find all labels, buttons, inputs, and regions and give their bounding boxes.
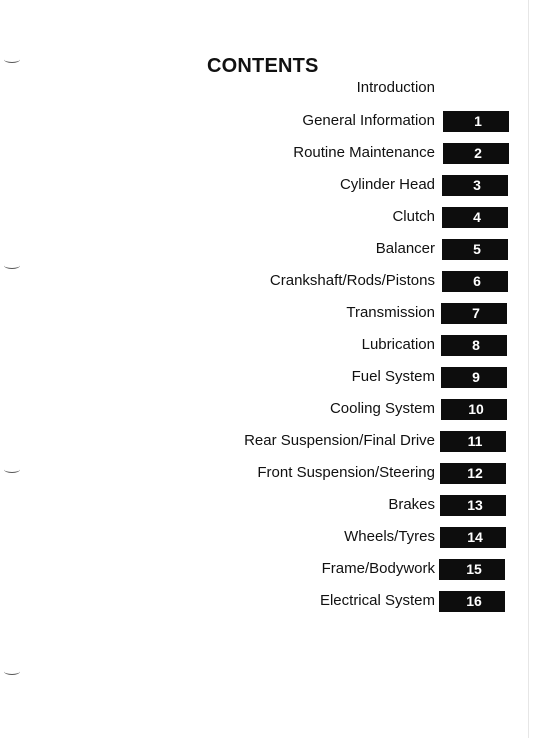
- chapter-row[interactable]: [0, 301, 533, 325]
- chapter-number-tab[interactable]: 12: [440, 463, 506, 484]
- chapter-row[interactable]: [0, 173, 533, 197]
- chapter-row[interactable]: [0, 429, 533, 453]
- chapter-row[interactable]: [0, 493, 533, 517]
- chapter-number-tab[interactable]: 11: [440, 431, 506, 452]
- chapter-number-tab[interactable]: 14: [440, 527, 506, 548]
- chapter-row[interactable]: [0, 525, 533, 549]
- chapter-number-tab[interactable]: 6: [442, 271, 508, 292]
- chapter-label[interactable]: Front Suspension/Steering: [257, 464, 435, 481]
- chapter-label[interactable]: Clutch: [392, 208, 435, 225]
- chapter-number-tab[interactable]: 8: [441, 335, 507, 356]
- chapter-number-tab[interactable]: 3: [442, 175, 508, 196]
- introduction-link[interactable]: Introduction: [356, 79, 435, 96]
- chapter-row[interactable]: [0, 333, 533, 357]
- chapter-row[interactable]: [0, 269, 533, 293]
- chapter-row[interactable]: [0, 141, 533, 165]
- chapter-row[interactable]: [0, 205, 533, 229]
- chapter-row[interactable]: [0, 589, 533, 613]
- chapter-row[interactable]: [0, 557, 533, 581]
- chapter-number-tab[interactable]: 10: [441, 399, 507, 420]
- chapter-label[interactable]: Brakes: [388, 496, 435, 513]
- chapter-label[interactable]: Cylinder Head: [339, 176, 435, 193]
- chapter-number-tab[interactable]: 13: [440, 495, 506, 516]
- chapter-row[interactable]: [0, 109, 533, 133]
- chapter-number-tab[interactable]: 1: [443, 111, 509, 132]
- chapter-label[interactable]: Cooling System: [329, 400, 435, 417]
- chapter-label[interactable]: General Information: [302, 112, 435, 129]
- chapter-label[interactable]: Routine Maintenance: [293, 144, 435, 161]
- chapter-row[interactable]: [0, 397, 533, 421]
- chapter-number-tab[interactable]: 7: [441, 303, 507, 324]
- chapter-number-tab[interactable]: 4: [442, 207, 508, 228]
- chapter-row[interactable]: [0, 461, 533, 485]
- page-title: CONTENTS: [207, 55, 319, 77]
- chapter-number-tab[interactable]: 9: [441, 367, 507, 388]
- chapter-number-tab[interactable]: 5: [442, 239, 508, 260]
- chapter-label[interactable]: Frame/Bodywork: [321, 560, 435, 577]
- chapter-label[interactable]: Rear Suspension/Final Drive: [244, 432, 435, 449]
- chapter-number-tab[interactable]: 16: [439, 591, 505, 612]
- chapter-label[interactable]: Crankshaft/Rods/Pistons: [269, 272, 435, 289]
- chapter-label[interactable]: Electrical System: [319, 592, 435, 609]
- chapter-number-tab[interactable]: 15: [439, 559, 505, 580]
- chapter-label[interactable]: Lubrication: [361, 336, 435, 353]
- chapter-row[interactable]: [0, 237, 533, 261]
- chapter-number-tab[interactable]: 2: [443, 143, 509, 164]
- chapter-label[interactable]: Transmission: [346, 304, 435, 321]
- chapter-label[interactable]: Fuel System: [351, 368, 435, 385]
- chapter-row[interactable]: [0, 365, 533, 389]
- chapter-label[interactable]: Balancer: [375, 240, 435, 257]
- chapter-label[interactable]: Wheels/Tyres: [344, 528, 435, 545]
